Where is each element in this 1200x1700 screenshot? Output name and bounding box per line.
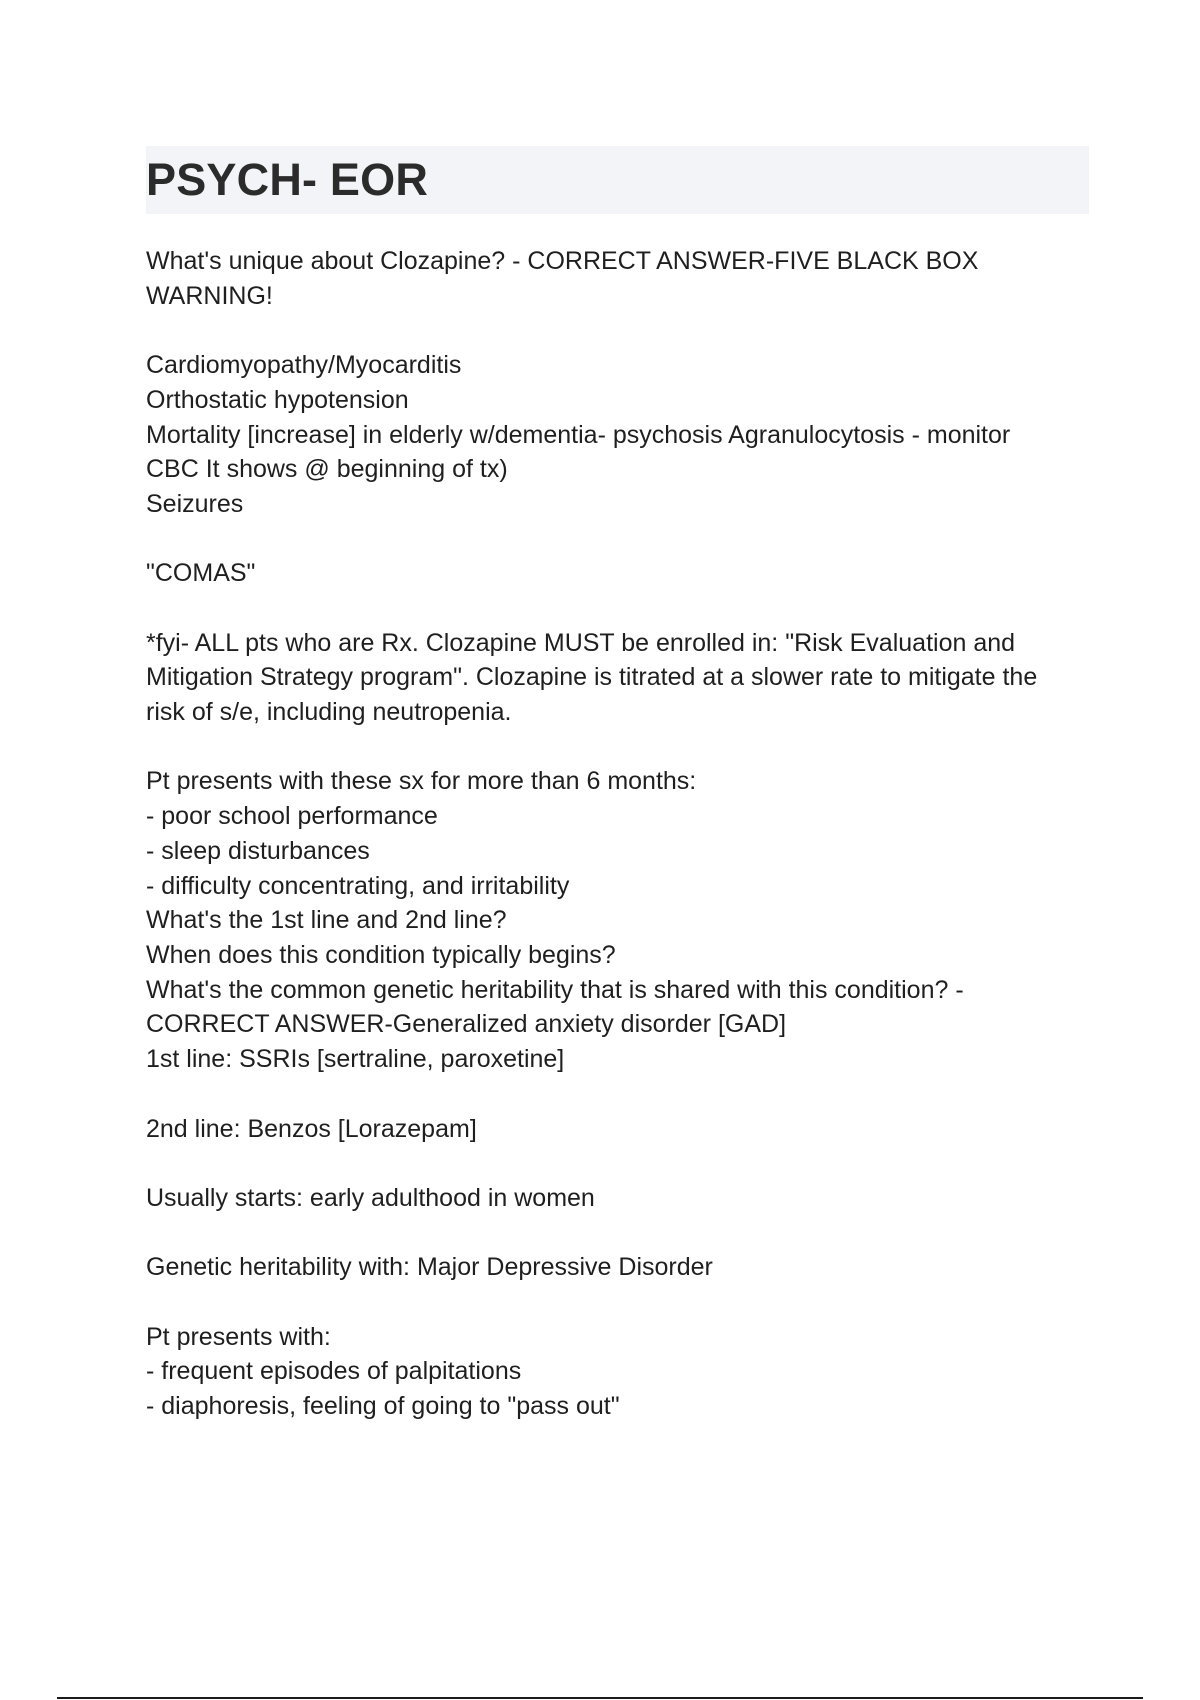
text-line: Mortality [increase] in elderly w/dementia- psychosis Agranulocytosis - monitor	[146, 420, 1011, 449]
text-line: 2nd line: Benzos [Lorazepam]	[146, 1114, 477, 1143]
text-line: - frequent episodes of palpitations	[146, 1357, 522, 1386]
blank-line	[146, 1216, 1096, 1251]
text-line: - poor school performance	[146, 802, 438, 831]
blank-line	[146, 1146, 1096, 1181]
blank-line	[146, 313, 1096, 348]
text-line: What's unique about Clozapine? - CORRECT ANSWER-FIVE BLACK BOX	[146, 247, 979, 275]
text-line: 1st line: SSRIs [sertraline, paroxetine]	[146, 1045, 565, 1074]
text-line: *fyi- ALL pts who are Rx. Clozapine MUST be enrolled in: "Risk Evaluation and	[146, 628, 1016, 657]
blank-line	[146, 1077, 1096, 1112]
blank-line	[146, 730, 1096, 765]
text-line: Mitigation Strategy program". Clozapine is titrated at a slower rate to mitigate the	[146, 663, 1038, 692]
blank-line	[146, 522, 1096, 557]
text-line: - diaphoresis, feeling of going to "pass out"	[146, 1392, 620, 1421]
text-line: WARNING!	[146, 281, 273, 310]
text-line: Pt presents with:	[146, 1322, 331, 1351]
text-line: CBC It shows @ beginning of tx)	[146, 455, 508, 484]
text-line: CORRECT ANSWER-Generalized anxiety disorder [GAD]	[146, 1010, 787, 1039]
text-line: Cardiomyopathy/Myocarditis	[146, 351, 462, 380]
text-line: "COMAS"	[146, 559, 256, 588]
blank-line	[146, 1285, 1096, 1320]
text-line: What's the 1st line and 2nd line?	[146, 906, 507, 935]
text-line: When does this condition typically begins?	[146, 941, 616, 969]
document-body	[146, 244, 1096, 1424]
document-title: PSYCH- EOR	[146, 154, 429, 205]
text-line: Seizures	[146, 489, 244, 518]
text-line: - difficulty concentrating, and irritability	[146, 871, 570, 900]
text-line: What's the common genetic heritability that is shared with this condition? -	[146, 975, 964, 1004]
text-line: Orthostatic hypotension	[146, 385, 409, 414]
text-line: Usually starts: early adulthood in women	[146, 1183, 595, 1212]
bottom-rule	[57, 1697, 1143, 1699]
text-line: Pt presents with these sx for more than 6 months:	[146, 767, 697, 796]
text-line: risk of s/e, including neutropenia.	[146, 698, 512, 727]
blank-line	[146, 591, 1096, 626]
text-line: - sleep disturbances	[146, 836, 370, 865]
text-line: Genetic heritability with: Major Depressive Disorder	[146, 1253, 713, 1282]
